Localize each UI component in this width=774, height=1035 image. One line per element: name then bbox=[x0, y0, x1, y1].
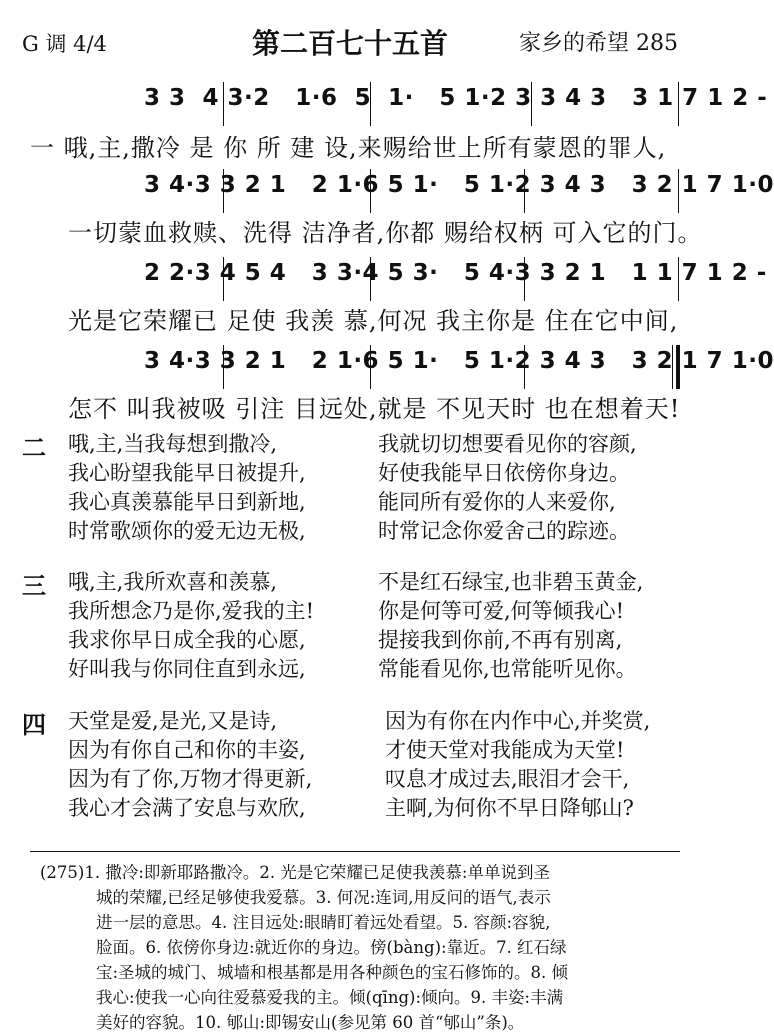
verse-line: 主啊,为何你不早日降郇山? bbox=[385, 796, 634, 820]
footnote-line: 城的荣耀,已经足够使我爱慕。3. 何况:连词,用反问的语气,表示 bbox=[96, 888, 551, 907]
verse-line: 因为有你自己和你的丰姿, bbox=[68, 738, 306, 762]
hymn-title: 第二百七十五首 bbox=[251, 27, 448, 60]
footnotes bbox=[40, 860, 680, 1035]
notation-row bbox=[72, 253, 767, 299]
verse-line: 哦,主,我所欢喜和羡慕, bbox=[68, 570, 278, 594]
notation-text: 2 2·3 4 5 4 3 3·4 5 3· 5 4·3 3 2 1 1 1 7 1 2 - bbox=[144, 260, 767, 286]
footnote-line: 我心:使我一心向往爱慕爱我的主。倾(qīng):倾向。9. 丰姿:丰满 bbox=[96, 988, 564, 1007]
page-header bbox=[0, 18, 700, 58]
verse-line: 因为有了你,万物才得更新, bbox=[68, 767, 313, 791]
footnote-line: 宝:圣城的城门、城墙和根基都是用各种颜色的宝石修饰的。8. 倾 bbox=[96, 963, 569, 982]
notation-row bbox=[72, 78, 768, 124]
notation-text: 3 4·3 3 2 1 2 1·6 5 1· 5 1·2 3 4 3 3 2 1 7 1·0 bbox=[144, 172, 774, 198]
verse-line: 叹息才成过去,眼泪才会干, bbox=[385, 767, 630, 791]
verse-line: 才使天堂对我能成为天堂! bbox=[385, 738, 625, 762]
footnote-line: 脸面。6. 依傍你身边:就近你的身边。傍(bàng):靠近。7. 红石绿 bbox=[96, 938, 567, 957]
verse-number: 四 bbox=[22, 711, 46, 739]
verse-line: 因为有你在内作中心,并奖赏, bbox=[385, 709, 651, 733]
lyric-line: 一切蒙血救赎、洗得 洁净者,你都 赐给权柄 可入它的门。 bbox=[68, 219, 703, 247]
verse-line: 能同所有爱你的人来爱你, bbox=[378, 490, 616, 514]
page-running-title: 家乡的希望 285 bbox=[519, 31, 678, 56]
verse-line: 我就切切想要看见你的容颜, bbox=[378, 432, 637, 456]
footnote-line: (275)1. 撒冷:即新耶路撒冷。2. 光是它荣耀已足使我羡慕:单单说到圣 bbox=[40, 863, 550, 882]
verse-line: 我所想念乃是你,爱我的主! bbox=[68, 599, 315, 623]
verse-line: 天堂是爱,是光,又是诗, bbox=[68, 709, 278, 733]
verse-line: 我求你早日成全我的心愿, bbox=[68, 628, 306, 652]
lyric-line: 一 哦,主,撒冷 是 你 所 建 设,来赐给世上所有蒙恩的罪人, bbox=[30, 134, 667, 162]
verse-line: 时常记念你爱舍己的踪迹。 bbox=[378, 519, 630, 543]
notation-text: 3 3 4 3·2 1·6 5 1· 5 1·2 3 3 4 3 3 1 7 1 2 - bbox=[144, 85, 768, 111]
footnote-divider bbox=[30, 851, 680, 852]
key-signature: G 调 4/4 bbox=[22, 32, 107, 56]
verse-line: 好叫我与你同住直到永远, bbox=[68, 657, 306, 681]
verse-line: 常能看见你,也常能听见你。 bbox=[378, 657, 637, 681]
notation-row bbox=[72, 341, 774, 387]
verse-number: 二 bbox=[22, 434, 46, 462]
notation-row bbox=[72, 165, 774, 211]
verse-line: 提接我到你前,不再有别离, bbox=[378, 628, 623, 652]
verse-line: 我心真羡慕能早日到新地, bbox=[68, 490, 306, 514]
verse-number: 三 bbox=[22, 572, 46, 600]
notation-text: 3 4·3 3 2 1 2 1·6 5 1· 5 1·2 3 4 3 3 2 1 7 1·0 bbox=[144, 348, 774, 374]
verse-line: 时常歌颂你的爱无边无极, bbox=[68, 519, 306, 543]
footnote-line: 美好的容貌。10. 郇山:即锡安山(参见第 60 首“郇山”条)。 bbox=[96, 1013, 525, 1032]
verse-line: 好使我能早日依傍你身边。 bbox=[378, 461, 630, 485]
verse-line: 我心才会满了安息与欢欣, bbox=[68, 796, 306, 820]
verse-line: 不是红石绿宝,也非碧玉黄金, bbox=[378, 570, 644, 594]
verse-line: 我心盼望我能早日被提升, bbox=[68, 461, 306, 485]
lyric-line: 光是它荣耀已 足使 我羡 慕,何况 我主你是 住在它中间, bbox=[68, 307, 679, 335]
lyric-line: 怎不 叫我被吸 引注 目远处,就是 不见天时 也在想着天! bbox=[68, 395, 681, 423]
verse-line: 你是何等可爱,何等倾我心! bbox=[378, 599, 625, 623]
footnote-line: 进一层的意思。4. 注目远处:眼睛盯着远处看望。5. 容颜:容貌, bbox=[96, 913, 551, 932]
verse-line: 哦,主,当我每想到撒冷, bbox=[68, 432, 278, 456]
